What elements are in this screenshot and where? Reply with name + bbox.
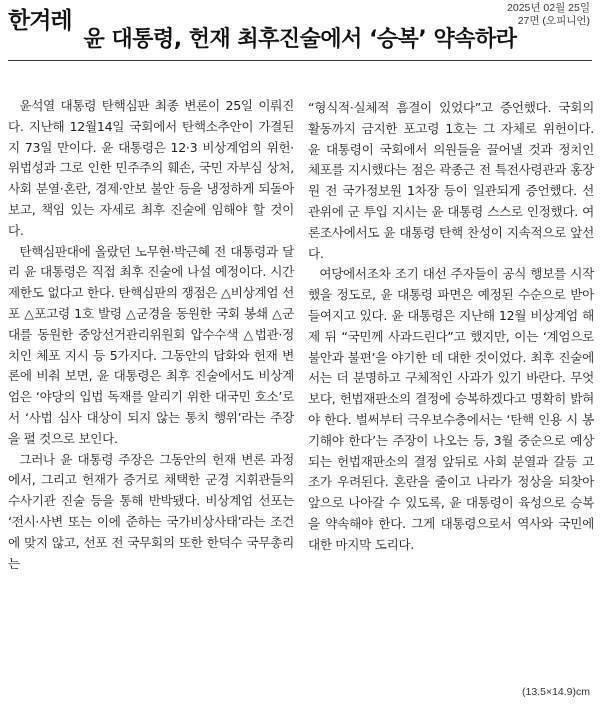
article-column-right — [308, 98, 594, 556]
clipping-size: (13.5×14.9)cm — [522, 686, 590, 698]
article-column-left — [8, 96, 294, 574]
newspaper-logo: 한겨레 — [8, 8, 72, 34]
article-paragraph: 윤석열 대통령 탄핵심판 최종 변론이 25일 이뤄진다. 지난해 12월14일 국회에서 탄핵소추안이 가결된 지 73일 만이다. 윤 대통령은 12·3 비상계엄의 위헌·위법성과 그로 인한 민주주의 훼손, 국민 자부심 상처, 사회 분열·혼란, 경제·안보 불안 등을 냉정하게 되돌아보고, 책임 있는 자세로 최후 진술에 임해야 할 것이다. — [8, 98, 294, 238]
article-headline: 윤 대통령, 헌재 최후진술에서 ‘승복’ 약속하라 — [83, 27, 517, 52]
article-paragraph: 그러나 윤 대통령 주장은 그동안의 헌재 변론 과정에서, 그리고 헌재가 증거로 채택한 군경 지휘관들의 수사기관 진술 등을 통해 반박됐다. 비상계엄 선포는 ‘전시·사변 또는 이에 준하는 국가비상사태’라는 조건에 맞지 않고, 선포 전 국무회의 또한 한덕수 국무총리는 — [8, 451, 294, 571]
issue-date: 2025년 02월 25일 — [507, 2, 590, 14]
article-paragraph: 탄핵심판대에 올랐던 노무현·박근혜 전 대통령과 달리 윤 대통령은 직접 최후 진술에 나설 예정이다. 시간제한도 없다고 한다. 탄핵심판의 쟁점은 △비상계엄 선포 △포고령 1호 발령 △군경을 동원한 국회 봉쇄 △군대를 동원한 중앙선거관리위원회 압수수색 △법관·정치인 체포 지시 등 5가지다. 그동안의 답화와 헌재 변론에 비춰 보면, 윤 대통령은 최후 진술에서도 비상계엄은 ‘야당의 입법 독재를 알리기 위한 대국민 호소’로서 ‘사법 심사 대상이 되지 않는 통치 행위’라는 주장을 펼 것으로 보인다. — [8, 243, 294, 446]
page-section: 27면 (오피니언) — [517, 15, 590, 27]
headline-divider — [8, 60, 592, 61]
article-paragraph: 여당에서조차 조기 대선 주자들이 공식 행보를 시작했을 정도로, 윤 대통령 파면은 예정된 수순으로 받아들여지고 있다. 윤 대통령은 지난해 12월 비상계엄 해제 뒤 “국민께 사과드린다”고 했지만, 이는 ‘계엄으로 불안과 불편’을 야기한 데 대한 것이었다. 최후 진술에서는 더 분명하고 구체적인 사과가 있기 바란다. 무엇보다, 헌법재판소의 결정에 승복하겠다고 명확히 밝혀야 한다. 벌써부터 극우보수층에서는 ‘탄핵 인용 시 봉기해야 한다’는 주장이 나오는 등, 3월 중순으로 예상되는 헌법재판소의 결정 앞뒤로 사회 분열과 갈등 고조가 우려된다. 혼란을 줄이고 나라가 정상을 되찾아 앞으로 나아갈 수 있도록, 윤 대통령이 육성으로 승복을 약속해야 한다. 그게 대통령으로서 역사와 국민에 대한 마지막 도리다. — [308, 266, 594, 552]
masthead — [0, 0, 600, 60]
article-paragraph-continued: “형식적·실체적 흠결이 있었다”고 증언했다. 국회의 활동까지 금지한 포고령 1호는 그 자체로 위헌이다. 윤 대통령이 국회에서 의원들을 끌어낼 것과 정치인 체포를 지시했다는 점은 곽종근 전 특전사령관과 홍장원 전 국가정보원 1차장 등이 일관되게 증언했다. 선관위에 군 투입 지시는 윤 대통령 스스로 인정했다. 여론조사에서도 윤 대통령 탄핵 찬성이 지속적으로 앞선다. — [308, 100, 594, 261]
